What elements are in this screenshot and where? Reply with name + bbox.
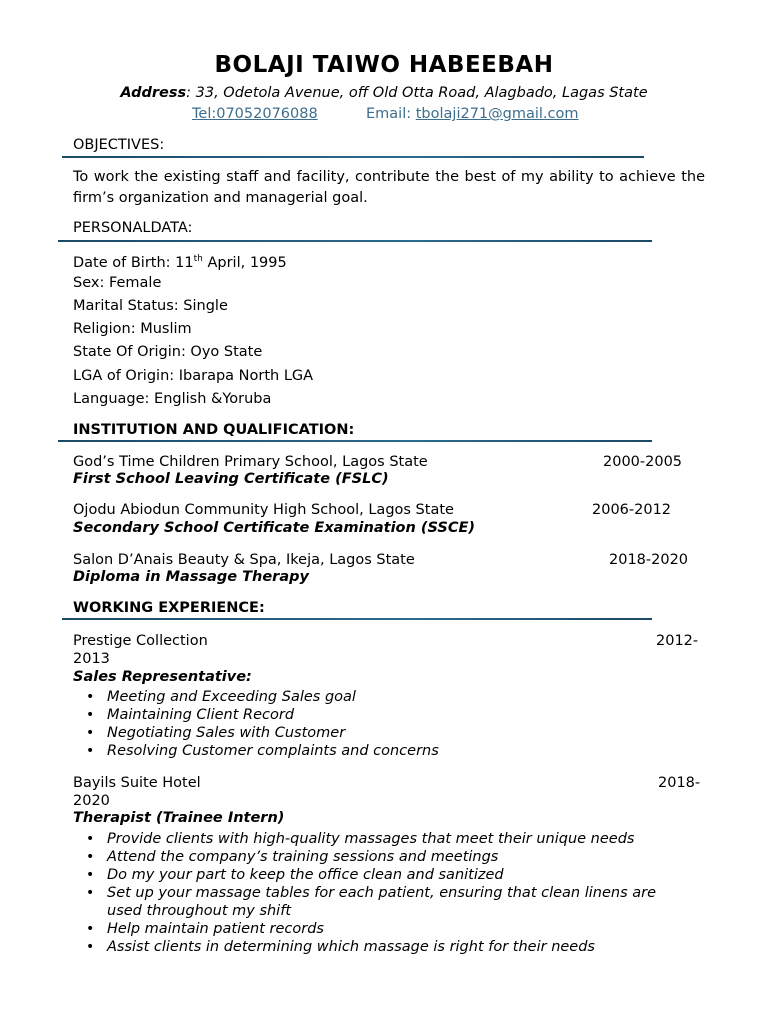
job2-duty-2: Attend the company’s training sessions and meetings [107, 849, 499, 865]
personal-lga: LGA of Origin: Ibarapa North LGA [73, 368, 314, 384]
bullet-icon: • [86, 707, 95, 723]
bullet-icon: • [86, 831, 95, 847]
job-role-1: Sales Representative: [73, 669, 252, 685]
personal-divider [58, 240, 652, 242]
job-year-end-1: 2013 [73, 651, 110, 667]
edu-qualification-3: Diploma in Massage Therapy [73, 569, 309, 585]
personal-language: Language: English &Yoruba [73, 391, 272, 407]
bullet-icon: • [86, 689, 95, 705]
bullet-icon: • [86, 885, 95, 901]
edu-school-3: Salon D’Anais Beauty & Spa, Ikeja, Lagos State [73, 552, 415, 568]
job2-duty-4: Set up your massage tables for each patient, ensuring that clean linens are [107, 885, 657, 901]
job2-duty-6: Assist clients in determining which massage is right for their needs [107, 939, 595, 955]
job-year-start-1: 2012- [656, 633, 699, 649]
email-link[interactable]: tbolaji271@gmail.com [415, 106, 579, 122]
education-heading: INSTITUTION AND QUALIFICATION: [73, 422, 355, 438]
personal-heading: PERSONALDATA: [73, 220, 193, 236]
job1-duty-1: Meeting and Exceeding Sales goal [107, 689, 356, 705]
edu-years-3: 2018-2020 [609, 552, 689, 568]
edu-school-1: God’s Time Children Primary School, Lagos State [73, 454, 428, 470]
bullet-icon: • [86, 921, 95, 937]
personal-sex: Sex: Female [73, 275, 162, 291]
objectives-divider [62, 156, 644, 158]
job2-duty-5: Help maintain patient records [107, 921, 324, 937]
bullet-icon: • [86, 939, 95, 955]
objectives-text: To work the existing staff and facility, contribute the best of my ability to achieve the firm’s organization and managerial goal. [73, 169, 705, 206]
phone-link[interactable] [192, 106, 318, 122]
bullet-icon: • [86, 867, 95, 883]
candidate-name: BOLAJI TAIWO HABEEBAH [214, 52, 554, 78]
experience-divider [62, 618, 652, 620]
personal-state-of-origin: State Of Origin: Oyo State [73, 344, 263, 360]
job2-duty-4-continued: used throughout my shift [107, 903, 292, 919]
personal-marital-status: Marital Status: Single [73, 298, 228, 314]
email-label: Email: [366, 106, 416, 122]
edu-qualification-2: Secondary School Certificate Examination (SSCE) [73, 520, 476, 536]
job-company-2: Bayils Suite Hotel [73, 775, 201, 791]
personal-religion: Religion: Muslim [73, 321, 192, 337]
education-divider [58, 440, 652, 442]
edu-years-2: 2006-2012 [592, 502, 672, 518]
phone-link-text[interactable]: Tel:07052076088 [192, 106, 318, 122]
edu-qualification-1: First School Leaving Certificate (FSLC) [73, 471, 389, 487]
address-line [0, 85, 768, 101]
edu-school-2: Ojodu Abiodun Community High School, Lagos State [73, 502, 454, 518]
job2-duty-1: Provide clients with high-quality massages that meet their unique needs [107, 831, 635, 847]
dob-label: Date of Birth: 11 [73, 254, 194, 271]
job1-duty-3: Negotiating Sales with Customer [107, 725, 346, 741]
experience-heading: WORKING EXPERIENCE: [73, 600, 265, 616]
dob-suffix: th [193, 254, 203, 264]
bullet-icon: • [86, 743, 95, 759]
job-company-1: Prestige Collection [73, 633, 208, 649]
job-role-2: Therapist (Trainee Intern) [73, 810, 285, 826]
job1-duty-2: Maintaining Client Record [107, 707, 295, 723]
job-year-end-2: 2020 [73, 793, 110, 809]
address-label: Address [120, 85, 187, 101]
job1-duty-4: Resolving Customer complaints and concerns [107, 743, 439, 759]
address-value: : 33, Odetola Avenue, off Old Otta Road, Alagbado, Lagas State [186, 85, 648, 101]
edu-years-1: 2000-2005 [603, 454, 683, 470]
email-line [366, 106, 579, 122]
job-year-start-2: 2018- [658, 775, 701, 791]
job2-duty-3: Do my your part to keep the office clean and sanitized [107, 867, 504, 883]
objectives-heading: OBJECTIVES: [73, 137, 165, 153]
bullet-icon: • [86, 725, 95, 741]
date-of-birth [73, 251, 287, 272]
bullet-icon: • [86, 849, 95, 865]
dob-rest: April, 1995 [202, 254, 287, 271]
